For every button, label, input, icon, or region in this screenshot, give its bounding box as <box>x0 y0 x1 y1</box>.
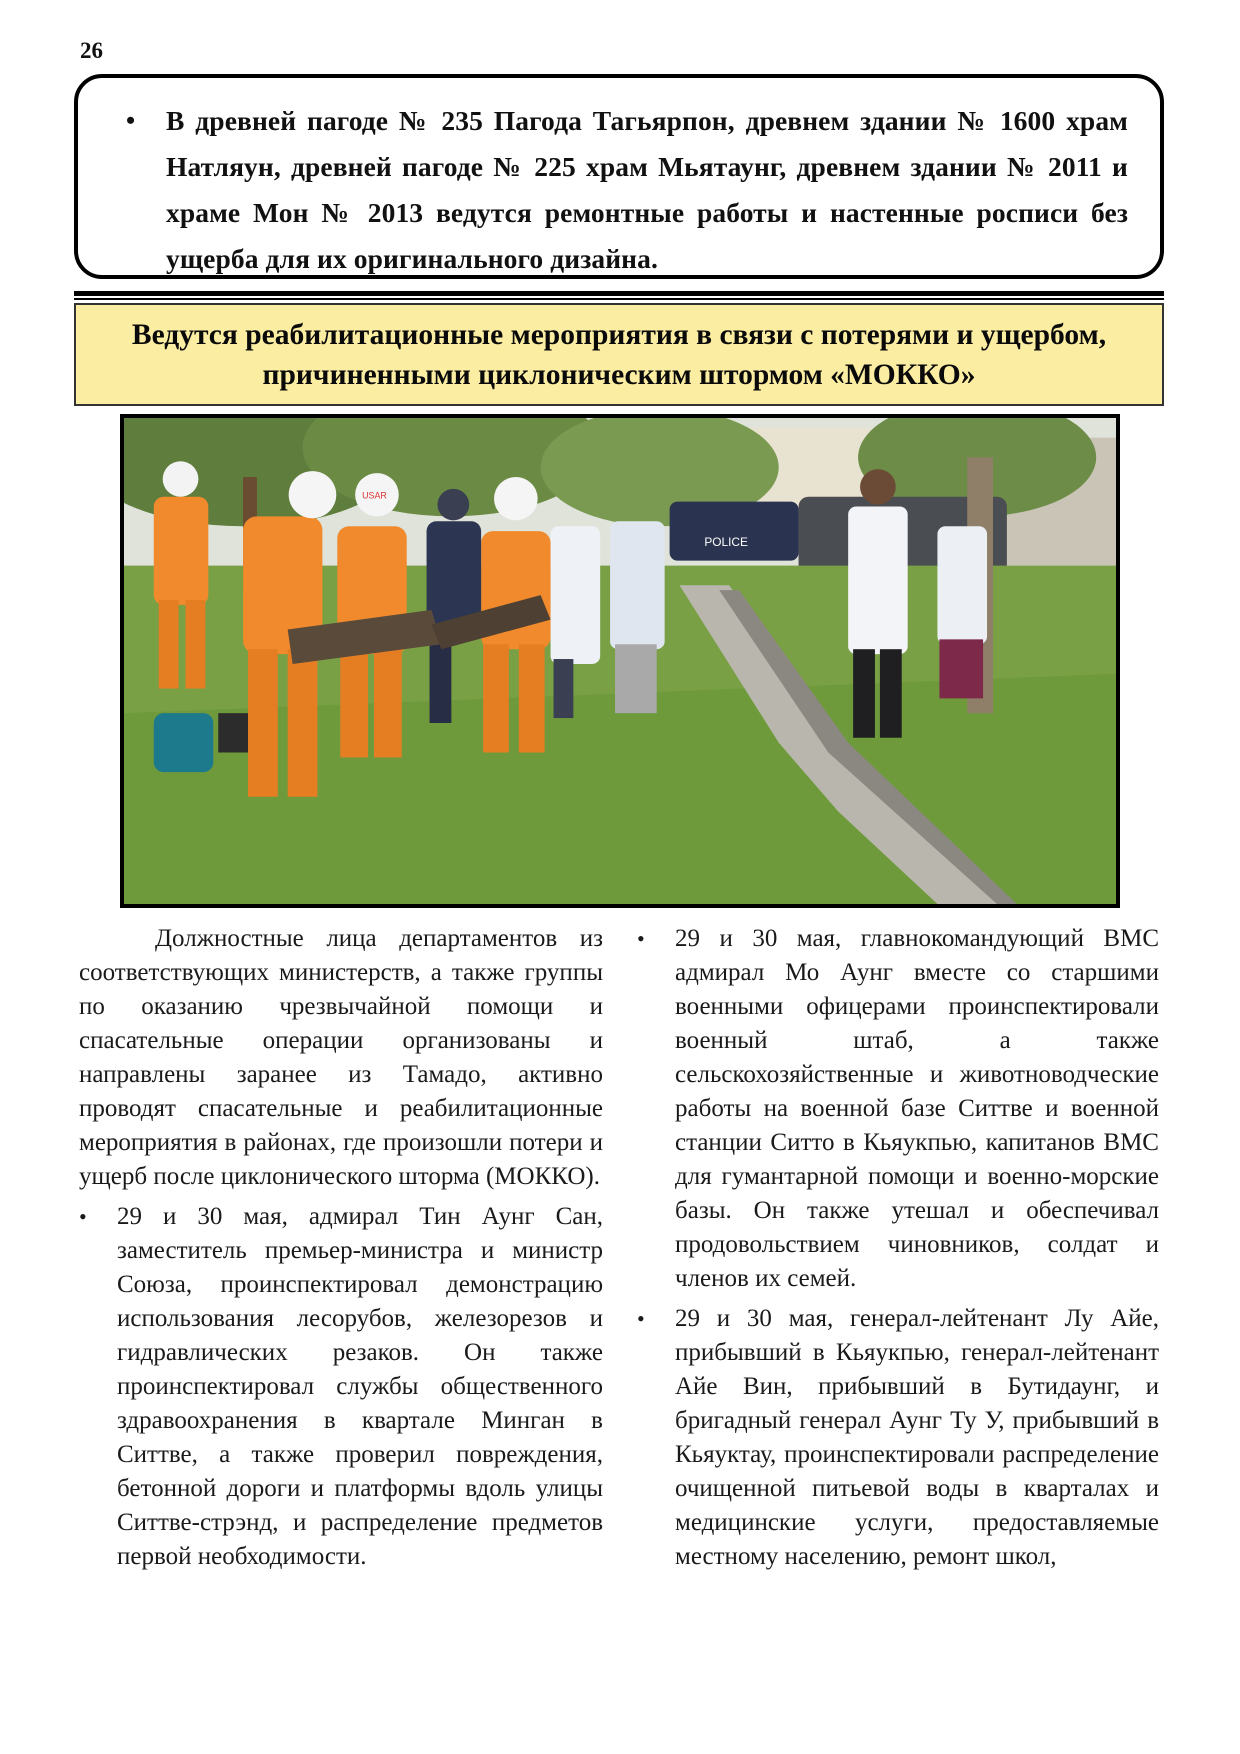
highlight-box <box>74 74 1164 279</box>
page-number: 26 <box>80 38 103 63</box>
left-bullet-list <box>79 1200 603 1574</box>
photo-illustration <box>124 418 1116 904</box>
bullet-admiral-tin-aung-san: • 29 и 30 мая, адмирал Тин Аунг Сан, заместитель премьер-министра и министр Союза, проинспектировал демонстрацию использования лесорубов, железорезов и гидравлических резаков. Он также проинспектировал службы общественного здравоохранения в квартале Минган в Ситтве, а также проверил повреждения, бетонной дороги и платформы вдоль улицы Ситтве-стрэнд, и распределение предметов первой необходимости. <box>79 1200 603 1574</box>
vehicle-label: POLICE <box>704 534 748 549</box>
section-headline-box <box>74 303 1164 406</box>
helmet-label: USAR <box>362 490 387 501</box>
highlight-list <box>126 98 1128 282</box>
rescue-demo-photo <box>120 414 1120 908</box>
section-headline <box>108 315 1130 395</box>
bullet-navy-commander: • 29 и 30 мая, главнокомандующий ВМС адмирал Мо Аунг вместе со старшими военными офицерами проинспектировали военный штаб, а также сельскохозяйственные и животноводческие работы на военной базе Ситтве и военной станции Ситто в Кьяукпью, капитанов ВМС для гумантарной помощи и военно-морские базы. Он также утешал и обеспечивал продовольствием чиновников, солдат и членов их семей. <box>637 922 1159 1296</box>
intro-paragraph: Должностные лица департаментов из соответствующих министерств, а также группы по оказанию чрезвычайной помощи и спасательные операции организованы и направлены заранее из Тамадо, активно проводят спасательные и реабилитационные мероприятия в районах, где произошли потери и ущерб после циклонического шторма (МОККО). <box>79 925 603 1190</box>
right-bullet-list <box>637 922 1159 1574</box>
headline-line-2: причиненными циклоническим штормом «МОККО» <box>262 358 976 391</box>
headline-line-1: Ведутся реабилитационные мероприятия в связи с потерями и ущербом, <box>131 318 1107 351</box>
section-divider <box>74 291 1164 300</box>
right-column <box>637 922 1159 1574</box>
highlight-bullet: • В древней пагоде № 235 Пагода Тагьярпон, древнем здании № 1600 храм Натляун, древней пагоде № 225 храм Мьятаунг, древнем здании № 2011 и храме Мон № 2013 ведутся ремонтные работы и настенные росписи без ущерба для их оригинального дизайна. <box>166 98 1128 282</box>
bullet-lieutenant-generals: • 29 и 30 мая, генерал-лейтенант Лу Айе, прибывший в Кьяукпью, генерал-лейтенант Айе Вин, прибывший в Бутидаунг, и бригадный генерал Аунг Ту У, прибывший в Кьяуктау, проинспектировали распределение очищенной питьевой воды в кварталах и медицинские услуги, предоставляемые местному населению, ремонт школ, <box>637 1302 1159 1574</box>
left-column <box>79 922 603 1574</box>
